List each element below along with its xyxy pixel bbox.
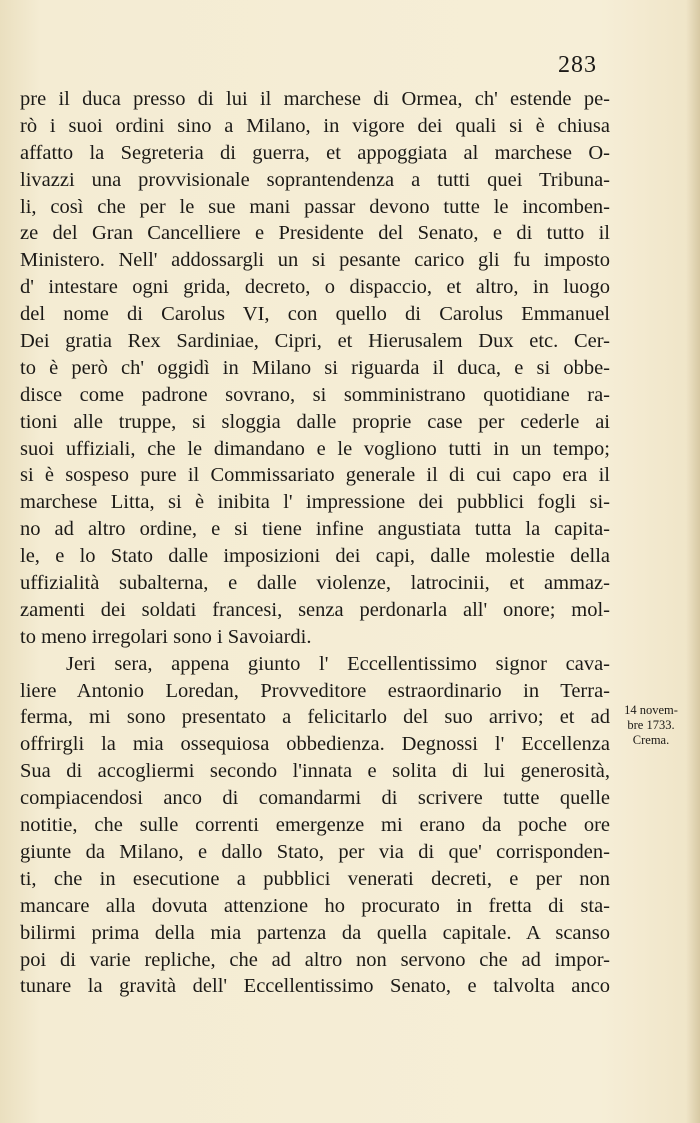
- text-line: li, così che per le sue mani passar devono tutte le incomben-: [20, 195, 610, 218]
- text-line: del nome di Carolus VI, con quello di Carolus Emmanuel: [20, 303, 610, 326]
- text-line: si è sospeso pure il Commissariato generale il di cui capo era il: [20, 464, 610, 487]
- text-line: livazzi una provvisionale soprantendenza a tutti quei Tribuna-: [20, 168, 610, 191]
- text-line: marchese Litta, si è inibita l' impressione dei pubblici fogli si-: [20, 491, 610, 514]
- text-line: Ministero. Nell' addossargli un si pesante carico gli fu imposto: [20, 249, 610, 272]
- text-line: rò i suoi ordini sino a Milano, in vigore dei quali si è chiusa: [20, 114, 610, 137]
- text-line: poi di varie repliche, che ad altro non servono che ad impor-: [20, 948, 610, 971]
- margin-note: [610, 703, 692, 748]
- text-line: Sua di accogliermi secondo l'innata e solita di lui generosità,: [20, 760, 610, 783]
- text-line: giunte da Milano, e dallo Stato, per via di que' corrisponden-: [20, 840, 610, 863]
- text-line: disce come padrone sovrano, si somministrano quotidiane ra-: [20, 383, 610, 406]
- text-line: Dei gratia Rex Sardiniae, Cipri, et Hierusalem Dux etc. Cer-: [20, 330, 610, 353]
- margin-note-line: Crema.: [632, 733, 670, 747]
- text-line: ti, che in esecutione a pubblici venerati decreti, e per non: [20, 867, 610, 890]
- page-number: 283: [558, 52, 597, 78]
- text-line: suoi uffiziali, che le dimandano e le vogliono tutti in un tempo;: [20, 437, 610, 460]
- page-edge-shadow: [686, 0, 700, 1123]
- text-line: ferma, mi sono presentato a felicitarlo del suo arrivo; et ad: [20, 706, 610, 729]
- text-line: Jeri sera, appena giunto l' Eccellentissimo signor cava-: [66, 652, 610, 675]
- text-line: to meno irregolari sono i Savoiardi.: [20, 625, 312, 648]
- text-line: mancare alla dovuta attenzione ho procurato in fretta di sta-: [20, 894, 610, 917]
- text-line: le, e lo Stato dalle imposizioni dei capi, dalle molestie della: [20, 545, 610, 568]
- margin-note-line: bre 1733.: [627, 718, 675, 732]
- text-line: uffizialità subalterna, e dalle violenze, latrocinii, et ammaz-: [20, 572, 610, 595]
- body-text: [20, 86, 610, 1000]
- text-line: affatto la Segreteria di guerra, et appoggiata al marchese O-: [20, 141, 610, 164]
- text-line: liere Antonio Loredan, Provveditore estraordinario in Terra-: [20, 679, 610, 702]
- text-line: d' intestare ogni grida, decreto, o dispaccio, et altro, in luogo: [20, 276, 610, 299]
- text-line: zamenti dei soldati francesi, senza perdonarla all' onore; mol-: [20, 598, 610, 621]
- text-line: bilirmi prima della mia partenza da quella capitale. A scanso: [20, 921, 610, 944]
- text-line: pre il duca presso di lui il marchese di Ormea, ch' estende pe-: [20, 88, 610, 110]
- text-line: no ad altro ordine, e si tiene infine angustiata tutta la capita-: [20, 518, 610, 541]
- text-line: to è però ch' oggidì in Milano si riguarda il duca, e si obbe-: [20, 356, 610, 379]
- text-line: ze del Gran Cancelliere e Presidente del Senato, e di tutto il: [20, 222, 610, 245]
- text-line: offrirgli la mia ossequiosa obbedienza. Degnossi l' Eccellenza: [20, 733, 610, 756]
- margin-note-line: 14 novem-: [624, 703, 678, 717]
- text-line: tunare la gravità dell' Eccellentissimo Senato, e talvolta anco: [20, 975, 610, 998]
- text-line: tioni alle truppe, si sloggia dalle proprie case per cederle ai: [20, 410, 610, 433]
- text-line: compiacendosi anco di comandarmi di scrivere tutte quelle: [20, 787, 610, 810]
- text-line: notitie, che sulle correnti emergenze mi erano da poche ore: [20, 814, 610, 837]
